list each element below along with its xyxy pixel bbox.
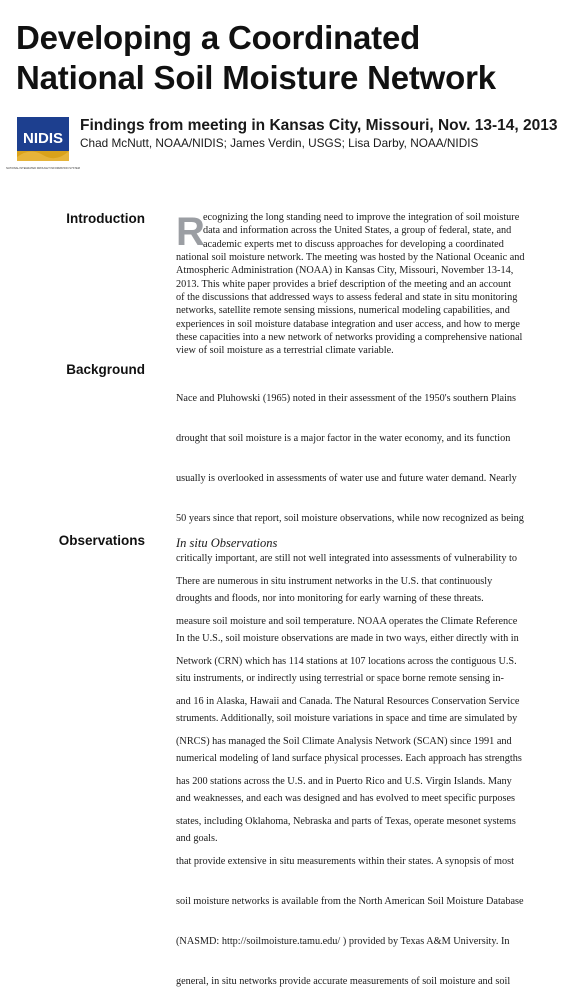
subheading: Findings from meeting in Kansas City, Missouri, Nov. 13-14, 2013 bbox=[80, 117, 558, 134]
document-title bbox=[16, 18, 566, 98]
body-line: In the U.S., soil moisture observations are made in two ways, either directly with in bbox=[176, 632, 519, 644]
body-line: academic experts met to discuss approaches for developing a coordinated bbox=[203, 238, 504, 250]
introduction-body bbox=[176, 211, 548, 358]
body-line: Atmospheric Administration (NOAA) in Kansas City, Missouri, November 13-14, bbox=[176, 265, 514, 277]
body-line: Nace and Pluhowski (1965) noted in their assessment of the 1950's southern Plains bbox=[176, 392, 517, 404]
body-line: drought that soil moisture is a major factor in the water economy, and its function bbox=[176, 432, 511, 444]
section-label-observations: Observations bbox=[58, 533, 145, 548]
section-label-introduction: Introduction bbox=[66, 211, 145, 226]
body-line: 2013. This white paper provides a brief description of the meeting and an account bbox=[176, 278, 512, 290]
section-label-background: Background bbox=[66, 362, 145, 377]
body-line: these capacities into a new network of networks providing a comprehensive national bbox=[176, 332, 523, 344]
body-line: soil moisture networks is available from the North American Soil Moisture Database bbox=[176, 895, 524, 907]
body-line: experiences in soil moisture database integration and user access, and how to merge bbox=[176, 318, 520, 330]
nidis-logo bbox=[6, 117, 80, 179]
body-line: critically important, are still not well integrated into assessments of vulnerability to bbox=[176, 552, 518, 564]
body-line: of the discussions that addressed ways to assess federal and state in situ monitoring bbox=[176, 292, 518, 304]
subsection-title: In situ Observations bbox=[176, 536, 278, 550]
logo-text: NIDIS bbox=[22, 130, 64, 147]
body-line: has 200 stations across the U.S. and in Puerto Rico and U.S. Virgin Islands. Many bbox=[176, 775, 512, 787]
body-line: data and information across the United States, a group of federal, state, and bbox=[203, 225, 512, 237]
body-line: measure soil moisture and soil temperature. NOAA operates the Climate Reference bbox=[176, 615, 518, 627]
body-line: and weaknesses, and each was designed and has evolved to meet specific purposes bbox=[176, 793, 515, 804]
title-line-1: Developing a Coordinated bbox=[16, 19, 421, 56]
body-line: (NASMD: http://soilmoisture.tamu.edu/ ) provided by Texas A&M University. In bbox=[176, 935, 510, 947]
body-line: that provide extensive in situ measurements within their states. A synopsis of most bbox=[176, 855, 514, 867]
nidis-logo-graphic bbox=[6, 117, 80, 179]
body-line: networks, satellite remote sensing missions, numerical modeling capabilities, and bbox=[176, 305, 510, 317]
logo-tagline: NATIONAL INTEGRATED DROUGHT INFORMATION SYSTEM bbox=[6, 167, 80, 170]
body-line: (NRCS) has managed the Soil Climate Analysis Network (SCAN) since 1991 and bbox=[176, 735, 512, 747]
body-line: view of soil moisture as a terrestrial climate variable. bbox=[176, 345, 394, 357]
body-line: droughts and floods, nor into monitoring for early warning of these threats. bbox=[176, 592, 484, 604]
body-line: general, in situ networks provide accurate measurements of soil moisture and soil bbox=[176, 976, 511, 987]
body-line: ecognizing the long standing need to improve the integration of soil moisture bbox=[203, 212, 520, 223]
body-line: struments. Additionally, soil moisture variations in space and time are simulated by bbox=[176, 712, 518, 724]
drop-cap: R bbox=[176, 210, 205, 254]
body-line: numerical modeling of land surface physical processes. Each approach has strengths bbox=[176, 752, 522, 764]
body-line: national soil moisture network. The meeting was hosted by the National Oceanic and bbox=[176, 252, 525, 264]
body-line: states, including Oklahoma, Nebraska and parts of Texas, operate mesonet systems bbox=[176, 815, 516, 827]
body-line: There are numerous in situ instrument networks in the U.S. that continuously bbox=[176, 575, 493, 587]
body-line: situ instruments, or indirectly using terrestrial or space borne remote sensing in- bbox=[176, 672, 504, 684]
body-line: and 16 in Alaska, Hawaii and Canada. The Natural Resources Conservation Service bbox=[176, 695, 520, 707]
title-line-2: National Soil Moisture Network bbox=[16, 59, 496, 96]
body-line: 50 years since that report, soil moisture observations, while now recognized as being bbox=[176, 512, 524, 524]
body-line: and goals. bbox=[176, 833, 218, 845]
observations-body bbox=[176, 548, 548, 1002]
body-line: Network (CRN) which has 114 stations at 107 locations across the contiguous U.S. bbox=[176, 655, 517, 667]
authors-line: Chad McNutt, NOAA/NIDIS; James Verdin, USGS; Lisa Darby, NOAA/NIDIS bbox=[80, 136, 479, 150]
body-line: usually is overlooked in assessments of water use and future water demand. Nearly bbox=[176, 472, 517, 484]
